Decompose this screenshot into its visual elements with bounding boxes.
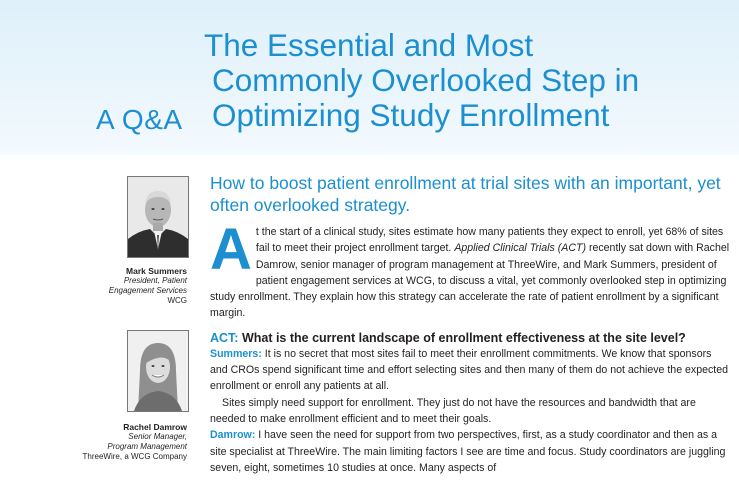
question-prefix: ACT: xyxy=(210,330,239,345)
mark-summers-photo xyxy=(127,176,189,258)
person-name: Rachel Damrow xyxy=(123,422,187,432)
page-title xyxy=(204,28,734,133)
answer-paragraph xyxy=(210,395,730,428)
drop-cap: A xyxy=(210,217,252,282)
mark-summers-caption xyxy=(67,266,187,306)
answer-text: I have seen the need for support from two perspectives, first, as a study coordinator and then as a site specialist at ThreeWire. The main limiting factors I see are time and focus. Study coordinators are juggling seven, eight, sometimes 10 studies at once. Many aspects of xyxy=(210,429,726,474)
article-body xyxy=(210,217,730,476)
answer-text: It is no secret that most sites fail to meet their enrollment commitments. We know that sponsors and CROs spend significant time and effort selecting sites and then many of them do not achieve the expected enrollment or enroll any patients at all. xyxy=(210,347,729,393)
rachel-damrow-caption xyxy=(57,422,187,462)
qa-label: A Q&A xyxy=(96,104,183,135)
intro-italic: Applied Clinical Trials (ACT) xyxy=(454,242,586,255)
question-heading xyxy=(210,330,730,346)
rachel-damrow-photo xyxy=(127,330,189,412)
person-name: Mark Summers xyxy=(126,266,187,276)
speaker-label: Damrow: xyxy=(210,429,256,442)
person-role: Senior Manager, xyxy=(128,432,187,441)
subtitle: How to boost patient enrollment at trial sites with an important, yet often overlooked strategy. xyxy=(210,173,721,215)
answer-paragraph xyxy=(210,346,730,395)
header-banner xyxy=(0,0,739,155)
person-role: Program Management xyxy=(107,442,187,451)
person-org: WCG xyxy=(167,296,187,305)
answer-text: Sites simply need support for enrollment. They just do not have the resources and bandwidth that are needed to make enrollment efficient and to meet their goals. xyxy=(210,396,696,425)
person-role: President, Patient xyxy=(123,276,187,285)
question-text: What is the current landscape of enrollment effectiveness at the site level? xyxy=(238,330,686,345)
title-line-3: Optimizing Study Enrollment xyxy=(212,97,610,133)
intro-paragraph xyxy=(210,217,730,322)
intro-text: t the start of a clinical study, sites estimate how many patients they expect to enroll, yet 68% of sites fail to meet their project enrollment target. xyxy=(255,226,724,255)
speaker-label: Summers: xyxy=(210,347,262,360)
person-org: ThreeWire, a WCG Company xyxy=(82,452,187,461)
intro-text-2: recently sat down with Rachel Damrow, senior manager of program management at ThreeWire, and Mark Summers, president of patient engagement services at WCG, to discuss a vital, yet commonly overlooked step in optimizing study enrollment. They explain how this strategy can accelerate the rate of patient enrollment by a significant margin. xyxy=(210,242,730,320)
answer-paragraph xyxy=(210,427,730,476)
title-line-1: The Essential and Most xyxy=(204,27,534,63)
title-line-2: Commonly Overlooked Step in xyxy=(212,62,640,98)
person-role: Engagement Services xyxy=(108,286,187,295)
